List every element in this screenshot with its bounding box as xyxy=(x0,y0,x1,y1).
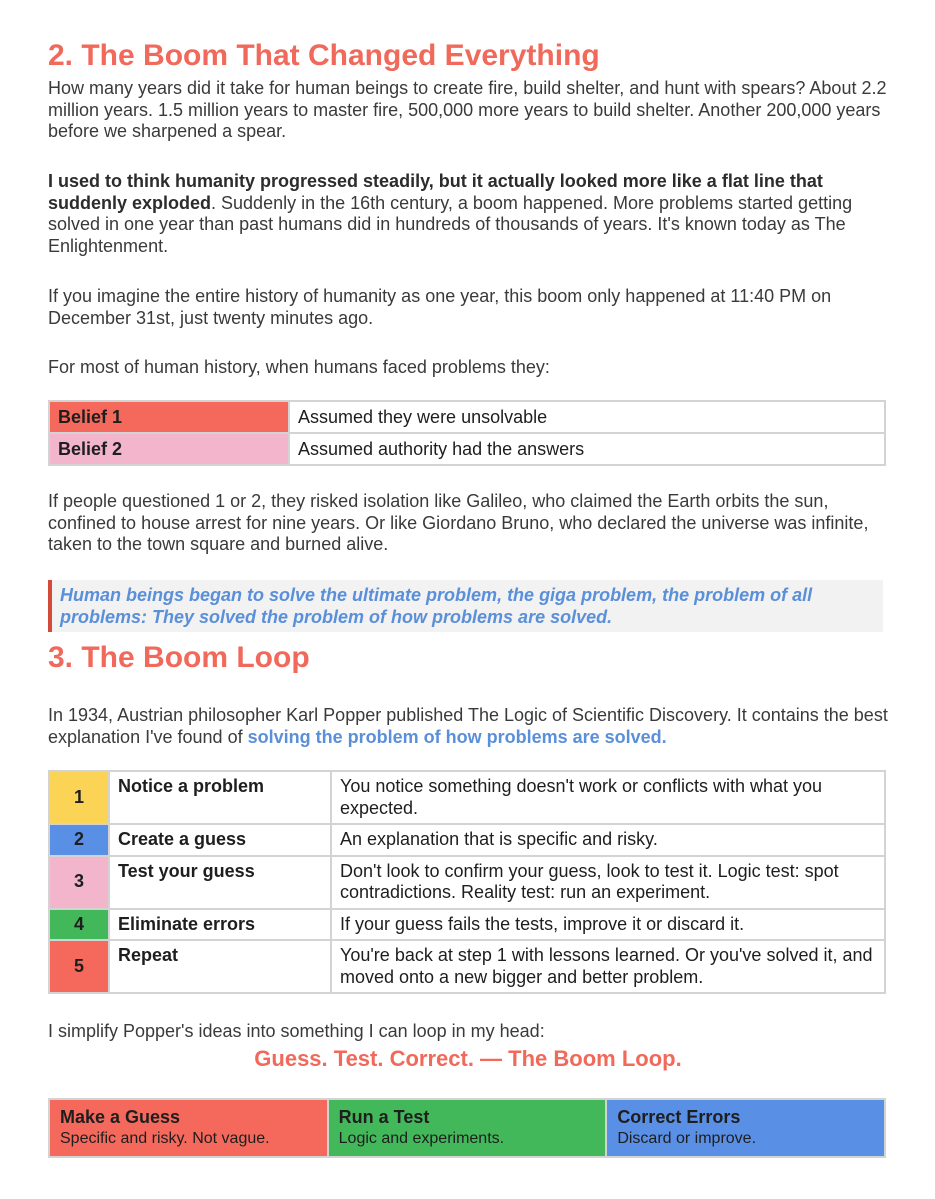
box-guess xyxy=(49,1099,328,1157)
step-number-cell: 4 xyxy=(49,909,109,941)
table-row xyxy=(49,856,885,909)
section-3-heading: 3. The Boom Loop xyxy=(48,641,310,674)
boom-loop-tagline: Guess. Test. Correct. — The Boom Loop. xyxy=(254,1046,682,1071)
belief-text-cell: Assumed they were unsolvable xyxy=(289,401,885,433)
step-desc-cell: An explanation that is specific and risky. xyxy=(331,824,885,856)
paragraph-years: How many years did it take for human beings to create fire, build shelter, and hunt with spears? About 2.2 million years. 1.5 million years to master fire, 500,000 more years to build shelter. Another 200,000 years before we sharpened a spear. xyxy=(48,78,887,141)
paragraph-popper-highlight: solving the problem of how problems are solved. xyxy=(247,726,667,747)
box-subtitle: Logic and experiments. xyxy=(338,1130,505,1147)
table-row xyxy=(49,401,885,433)
step-name-cell: Eliminate errors xyxy=(109,909,331,941)
paragraph-popper-text: In 1934, Austrian philosopher Karl Popper published The Logic of Scientific Discovery. It contains the best explanation I've found of xyxy=(48,705,888,747)
step-number-cell: 5 xyxy=(49,940,109,993)
paragraph-boom xyxy=(48,171,888,257)
step-number-cell: 2 xyxy=(49,824,109,856)
paragraph-problems-intro: For most of human history, when humans faced problems they: xyxy=(48,357,550,377)
paragraph-one-year: If you imagine the entire history of humanity as one year, this boom only happened at 11:40 PM on December 31st, just twenty minutes ago. xyxy=(48,286,832,328)
paragraph-popper xyxy=(48,705,888,748)
table-row xyxy=(49,940,885,993)
beliefs-table xyxy=(48,400,886,466)
step-name-cell: Create a guess xyxy=(109,824,331,856)
belief-label-cell: Belief 2 xyxy=(49,433,289,465)
box-title: Run a Test xyxy=(338,1107,430,1127)
box-subtitle: Specific and risky. Not vague. xyxy=(60,1130,270,1147)
table-row xyxy=(49,771,885,824)
step-desc-cell: You're back at step 1 with lessons learned. Or you've solved it, and moved onto a new bigger and better problem. xyxy=(331,940,885,993)
step-number-cell: 3 xyxy=(49,856,109,909)
step-desc-cell: Don't look to confirm your guess, look to test it. Logic test: spot contradictions. Reality test: run an experiment. xyxy=(331,856,885,909)
box-title: Make a Guess xyxy=(60,1107,181,1127)
table-row xyxy=(49,824,885,856)
step-desc-cell: You notice something doesn't work or conflicts with what you expected. xyxy=(331,771,885,824)
paragraph-boom-bold: I used to think humanity progressed steadily, but it actually looked more like a flat line that suddenly exploded xyxy=(48,171,823,213)
box-subtitle: Discard or improve. xyxy=(617,1130,757,1147)
section-2-heading: 2. The Boom That Changed Everything xyxy=(48,39,600,72)
table-row xyxy=(49,1099,885,1157)
paragraph-boom-rest: . Suddenly in the 16th century, a boom happened. More problems started getting solved in one year than past humans did in hundreds of thousands of years. It's known today as The Enlightenment. xyxy=(48,192,853,256)
step-name-cell: Notice a problem xyxy=(109,771,331,824)
box-test xyxy=(328,1099,607,1157)
highlight-quote: Human beings began to solve the ultimate problem, the giga problem, the problem of all problems: They solved the problem of how problems are solved. xyxy=(48,580,883,632)
paragraph-galileo: If people questioned 1 or 2, they risked isolation like Galileo, who claimed the Earth orbits the sun, confined to house arrest for nine years. Or like Giordano Bruno, who declared the universe was infinite, taken to the town square and burned alive. xyxy=(48,491,869,554)
paragraph-simplify: I simplify Popper's ideas into something I can loop in my head: xyxy=(48,1021,545,1041)
table-row xyxy=(49,433,885,465)
box-title: Correct Errors xyxy=(617,1107,741,1127)
step-number-cell: 1 xyxy=(49,771,109,824)
step-name-cell: Test your guess xyxy=(109,856,331,909)
step-name-cell: Repeat xyxy=(109,940,331,993)
table-row xyxy=(49,909,885,941)
step-desc-cell: If your guess fails the tests, improve it or discard it. xyxy=(331,909,885,941)
boom-loop-summary-table xyxy=(48,1098,886,1158)
box-correct xyxy=(606,1099,885,1157)
boom-loop-steps-table xyxy=(48,770,886,994)
belief-label-cell: Belief 1 xyxy=(49,401,289,433)
belief-text-cell: Assumed authority had the answers xyxy=(289,433,885,465)
